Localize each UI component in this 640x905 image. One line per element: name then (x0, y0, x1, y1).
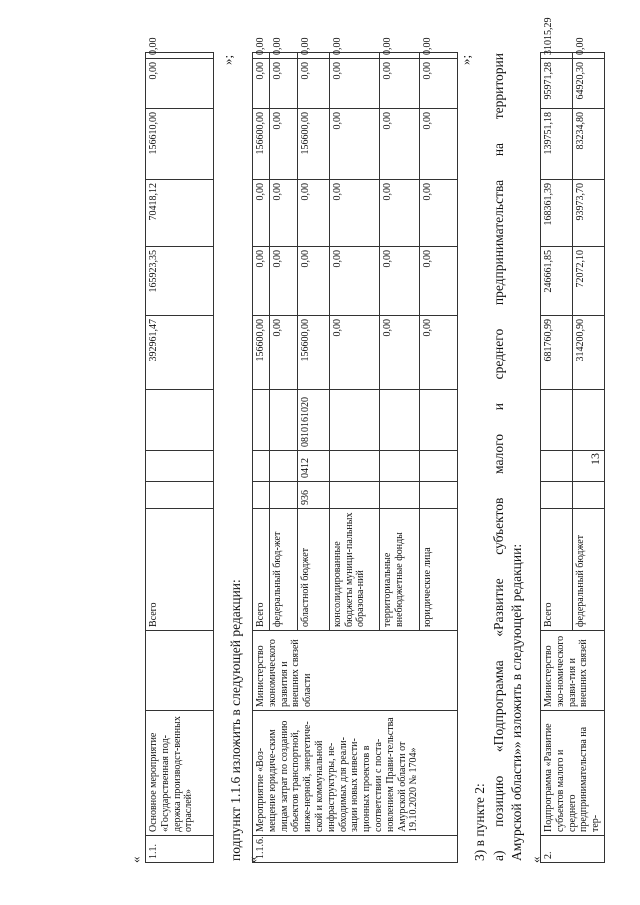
measure-name: Мероприятие «Воз-мещение юридиче-ским лицам затрат по созданию объектов транспортной, инже-нерной, энергетиче-ской и коммунальной инфраструктуры, не-обходимых для реали-зации новых инвести-ционных проектов в соответствии с поста-новлением Прави-тельства Амурской области от 19.10.2020 № 1704» (253, 711, 458, 836)
value-year2: 0,00 (329, 180, 379, 247)
value-year2: 70418,12 (146, 180, 214, 247)
funding-source: областной бюджет (297, 509, 329, 631)
csr-code (269, 390, 297, 451)
value-year4: 0,00 (146, 59, 214, 109)
value-year3: 0,00 (379, 109, 419, 180)
table3-row-total (541, 53, 573, 863)
value-year3: 139751,18 (541, 109, 573, 180)
value-year2: 93973,70 (572, 180, 604, 247)
executor (146, 631, 214, 711)
rz-pr-code (146, 451, 214, 482)
funding-source: Всего (541, 509, 573, 631)
value-year1: 72072,10 (572, 247, 604, 316)
rz-pr-code (419, 451, 457, 482)
csr-code (253, 390, 270, 451)
value-year5: 0,00 (269, 53, 297, 59)
value-year1: 246661,85 (541, 247, 573, 316)
funding-source: Всего (253, 509, 270, 631)
rz-pr-code (253, 451, 270, 482)
value-year2: 0,00 (269, 180, 297, 247)
executor: Министерство эко-номического разви-тия и внешних связей (541, 631, 605, 711)
funding-source: юридические лица (419, 509, 457, 631)
page-number: 13 (588, 453, 602, 465)
value-year3: 156610,00 (146, 109, 214, 180)
value-total: 156600,00 (253, 316, 270, 390)
funding-source: консолидированные бюджеты муници-пальных образова-ний (329, 509, 379, 631)
value-year1: 0,00 (329, 247, 379, 316)
value-year5: 0,00 (419, 53, 457, 59)
value-total: 156600,00 (297, 316, 329, 390)
paragraph-position-line2: Амурской области»» изложить в следующей редакции: (509, 543, 524, 861)
value-year4: 64920,30 (572, 59, 604, 109)
rz-pr-code (379, 451, 419, 482)
value-total: 0,00 (269, 316, 297, 390)
value-year5: 0,00 (379, 53, 419, 59)
value-year1: 165923,35 (146, 247, 214, 316)
funding-source: территориальные внебюджетные фонды (379, 509, 419, 631)
csr-code (572, 390, 604, 451)
value-year1: 0,00 (379, 247, 419, 316)
value-year5: 0,00 (329, 53, 379, 59)
value-year3: 83234,80 (572, 109, 604, 180)
value-year4: 0,00 (329, 59, 379, 109)
grbs-code (379, 482, 419, 509)
value-total: 0,00 (379, 316, 419, 390)
value-year4: 95971,28 (541, 59, 573, 109)
value-total: 0,00 (419, 316, 457, 390)
row-number: 2. (541, 836, 605, 863)
value-year2: 0,00 (297, 180, 329, 247)
value-year2: 0,00 (253, 180, 270, 247)
csr-code (379, 390, 419, 451)
funding-source: федеральный бюджет (572, 509, 604, 631)
value-year5: 0,00 (297, 53, 329, 59)
table1 (145, 37, 214, 863)
table2-open-quote: « (245, 856, 260, 863)
value-total: 0,00 (329, 316, 379, 390)
grbs-code (541, 482, 573, 509)
csr-code (146, 390, 214, 451)
table1-open-quote: « (128, 856, 143, 863)
csr-code (419, 390, 457, 451)
paragraph-item-3: 3) в пункте 2: (472, 783, 487, 861)
funding-source: Всего (146, 509, 214, 631)
grbs-code (419, 482, 457, 509)
rz-pr-code (269, 451, 297, 482)
value-year4: 0,00 (419, 59, 457, 109)
value-year1: 0,00 (297, 247, 329, 316)
paragraph-position-line1: а) позицию «Подпрограмма «Развитие субъектов малого и среднего предпринимательства на территории (491, 53, 506, 861)
value-total: 392961,47 (146, 316, 214, 390)
value-year5: 0,00 (572, 53, 604, 59)
grbs-code (572, 482, 604, 509)
value-year3: 0,00 (419, 109, 457, 180)
grbs-code: 936 (297, 482, 329, 509)
value-year2: 0,00 (379, 180, 419, 247)
value-year3: 0,00 (329, 109, 379, 180)
value-total: 681760,99 (541, 316, 573, 390)
value-year1: 0,00 (253, 247, 270, 316)
paragraph-subitem-1-1-6: подпункт 1.1.6 изложить в следующей редакции: (228, 579, 243, 861)
value-total: 314200,90 (572, 316, 604, 390)
value-year5: 0,00 (253, 53, 270, 59)
value-year3: 0,00 (269, 109, 297, 180)
value-year4: 0,00 (297, 59, 329, 109)
csr-code: 0810161020 (297, 390, 329, 451)
value-year4: 0,00 (379, 59, 419, 109)
grbs-code (329, 482, 379, 509)
value-year5: 0,00 (146, 53, 214, 59)
subprogram-name: Подпрограмма «Развитие субъектов малого и среднего предпринимательства на тер- (541, 711, 605, 836)
value-year3: 156600,00 (253, 109, 270, 180)
value-year3: 156600,00 (297, 109, 329, 180)
table1-row (146, 53, 214, 863)
table2 (252, 37, 458, 863)
value-year2: 0,00 (419, 180, 457, 247)
executor: Министерство экономического развития и внешних связей области (253, 631, 458, 711)
row-number: 1.1.6. (253, 836, 458, 863)
value-year5: 31015,29 (541, 53, 573, 59)
grbs-code (146, 482, 214, 509)
grbs-code (253, 482, 270, 509)
value-year4: 0,00 (269, 59, 297, 109)
rz-pr-code: 0412 (297, 451, 329, 482)
value-year4: 0,00 (253, 59, 270, 109)
value-year1: 0,00 (419, 247, 457, 316)
grbs-code (269, 482, 297, 509)
csr-code (541, 390, 573, 451)
value-year2: 168361,39 (541, 180, 573, 247)
measure-name: Основное мероприятие «Государственная под-держка производст-венных отраслей» (146, 711, 214, 836)
table2-row-total (253, 53, 270, 863)
rz-pr-code (329, 451, 379, 482)
table2-close-quote: »; (458, 54, 473, 65)
row-number: 1.1. (146, 836, 214, 863)
rz-pr-code (541, 451, 573, 482)
funding-source: федеральный бюд-жет (269, 509, 297, 631)
value-year1: 0,00 (269, 247, 297, 316)
table3-open-quote: « (528, 856, 543, 863)
table1-close-quote: »; (220, 54, 235, 65)
csr-code (329, 390, 379, 451)
